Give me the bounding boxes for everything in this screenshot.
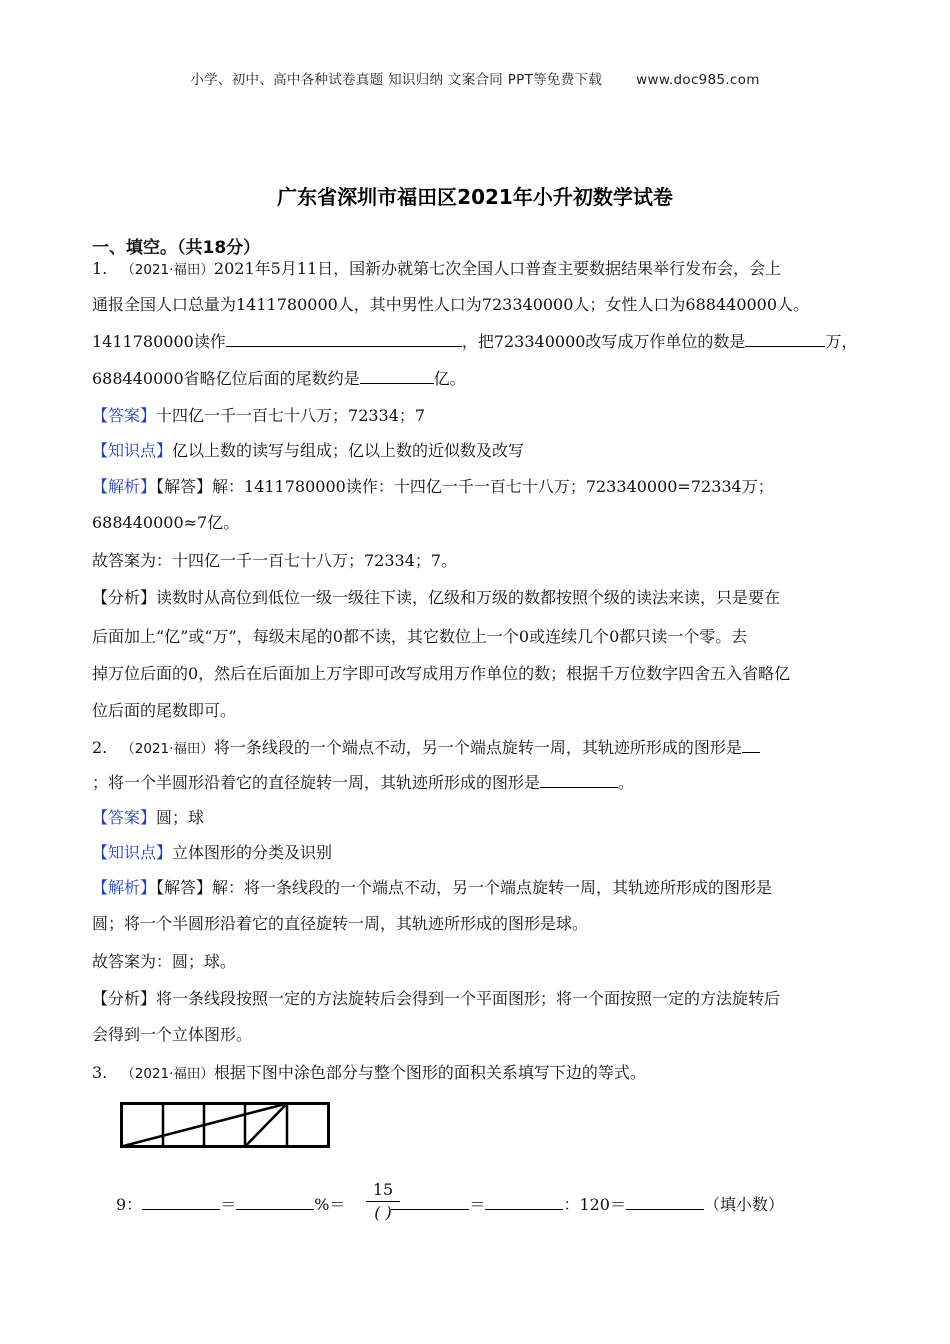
q2-answer-text: 圆；球 <box>156 808 205 827</box>
section-heading: 一、填空。（共18分） <box>92 238 261 258</box>
q3-number: 3. <box>92 1063 108 1082</box>
figure-outline <box>122 1104 329 1147</box>
q1-blank-yi[interactable] <box>360 368 434 384</box>
q1-reason-1: 【分析】读数时从高位到低位一级一级往下读，亿级和万级的数都按照个级的读法来读，只是要在 <box>92 588 781 607</box>
q2-reason-1: 【分析】将一条线段按照一定的方法旋转后会得到一个平面图形；将一个面按照一定的方法旋转后 <box>92 989 781 1008</box>
q1-kp-tag: 【知识点】 <box>92 441 173 460</box>
q2-jx-tag: 【解析】 <box>92 878 157 897</box>
q3-text-1: 根据下图中涂色部分与整个图形的面积关系填写下边的等式。 <box>213 1063 646 1082</box>
q3-line-1 <box>92 1062 646 1085</box>
q2-line-1 <box>92 737 760 760</box>
q2-blank-1[interactable] <box>742 737 760 753</box>
q2-blank-2[interactable] <box>540 772 618 788</box>
q2-source: （2021·福田） <box>121 741 214 757</box>
q2-knowledge-point <box>92 842 332 864</box>
q3-eq-note: （填小数） <box>703 1195 784 1214</box>
q1-analysis-1 <box>92 476 774 498</box>
q1-line-4 <box>92 368 466 390</box>
q3-eq-equals-2: ＝ <box>469 1195 486 1214</box>
q3-eq-colon: ：120＝ <box>563 1195 626 1214</box>
q1-line-1 <box>92 258 781 281</box>
header-text: 小学、初中、高中各种试卷真题 知识归纳 文案合同 PPT等免费下载 <box>190 72 603 88</box>
q1-answer-tag: 【答案】 <box>92 406 157 425</box>
q2-analysis-1 <box>92 877 772 899</box>
header-site[interactable]: www.doc985.com <box>636 72 760 88</box>
q2-reason-2: 会得到一个立体图形。 <box>92 1025 253 1044</box>
q3-blank-4[interactable] <box>485 1194 563 1210</box>
q1-answer-text: 十四亿一千一百七十八万；72334；7 <box>156 406 426 425</box>
q1-analysis-2: 688440000≈7亿。 <box>92 513 240 532</box>
q1-text-4a: 688440000省略亿位后面的尾数约是 <box>92 369 360 388</box>
q3-blank-2[interactable] <box>236 1194 314 1210</box>
q1-number: 1. <box>92 259 108 278</box>
q1-line-3 <box>92 331 857 353</box>
q1-text-3a: 1411780000读作 <box>92 332 226 351</box>
q3-eq-percent: %＝ <box>314 1195 346 1214</box>
q2-text-2b: 。 <box>618 773 635 792</box>
q3-blank-3[interactable] <box>391 1194 469 1210</box>
q1-line-2: 通报全国人口总量为1411780000人，其中男性人口为723340000人；女性人口为688440000人。 <box>92 295 810 314</box>
fraction-bar <box>366 1201 400 1202</box>
q2-analysis-2: 圆；将一个半圆形沿着它的直径旋转一周，其轨迹所形成的图形是球。 <box>92 914 589 933</box>
q2-analysis-3: 故答案为：圆；球。 <box>92 952 237 971</box>
q1-knowledge-point <box>92 440 524 462</box>
q1-jx-tag: 【解析】 <box>92 477 157 496</box>
page-header <box>0 68 950 88</box>
q1-answer <box>92 405 425 427</box>
q1-blank-reading[interactable] <box>226 331 462 347</box>
q2-line-2 <box>92 772 634 794</box>
q3-fraction <box>366 1180 400 1223</box>
q1-text-4b: 亿。 <box>433 369 466 388</box>
shaded-rectangle-figure <box>120 1102 332 1150</box>
q3-equation <box>116 1194 784 1216</box>
q2-number: 2. <box>92 738 108 757</box>
q1-blank-wan[interactable] <box>745 331 825 347</box>
q2-kp-tag: 【知识点】 <box>92 843 173 862</box>
q2-answer-tag: 【答案】 <box>92 808 157 827</box>
q1-analysis-3: 故答案为：十四亿一千一百七十八万；72334；7。 <box>92 551 458 570</box>
q1-source: （2021·福田） <box>121 262 214 278</box>
q1-jx-text-1: 【解答】解：1411780000读作：十四亿一千一百七十八万；723340000=72334万； <box>156 477 774 496</box>
q2-kp-text: 立体图形的分类及识别 <box>172 843 333 862</box>
q1-reason-4: 位后面的尾数即可。 <box>92 701 237 720</box>
q3-eq-equals-1: ＝ <box>220 1195 237 1214</box>
q3-blank-1[interactable] <box>142 1194 220 1210</box>
q3-blank-5[interactable] <box>626 1194 704 1210</box>
q2-text-1: 将一条线段的一个端点不动，另一个端点旋转一周，其轨迹所形成的图形是 <box>213 738 742 757</box>
q1-reason-2: 后面加上“亿”或“万”，每级末尾的0都不读，其它数位上一个0或连续几个0都只读一个零。去 <box>92 627 748 646</box>
page-title: 广东省深圳市福田区2021年小升初数学试卷 <box>277 185 673 209</box>
q2-answer <box>92 807 204 829</box>
fraction-numerator: 15 <box>372 1180 394 1199</box>
q1-reason-3: 掉万位后面的0，然后在后面加上万字即可改写成用万作单位的数；根据千万位数字四舍五入省略亿 <box>92 664 791 683</box>
q1-text-1: 2021年5月11日，国新办就第七次全国人口普查主要数据结果举行发布会，会上 <box>213 259 782 278</box>
q1-text-3c: 万， <box>825 332 858 351</box>
q2-text-2a: ；将一个半圆形沿着它的直径旋转一周，其轨迹所形成的图形是 <box>92 773 541 792</box>
q3-eq-ratio: 9： <box>116 1195 143 1214</box>
q3-source: （2021·福田） <box>121 1066 214 1082</box>
q1-kp-text: 亿以上数的读写与组成；亿以上数的近似数及改写 <box>172 441 525 460</box>
q1-text-3b: ，把723340000改写成万作单位的数是 <box>461 332 746 351</box>
fraction-denominator[interactable]: ( ) <box>374 1203 392 1222</box>
q2-jx-text-1: 【解答】解：将一条线段的一个端点不动，另一个端点旋转一周，其轨迹所形成的图形是 <box>156 878 773 897</box>
